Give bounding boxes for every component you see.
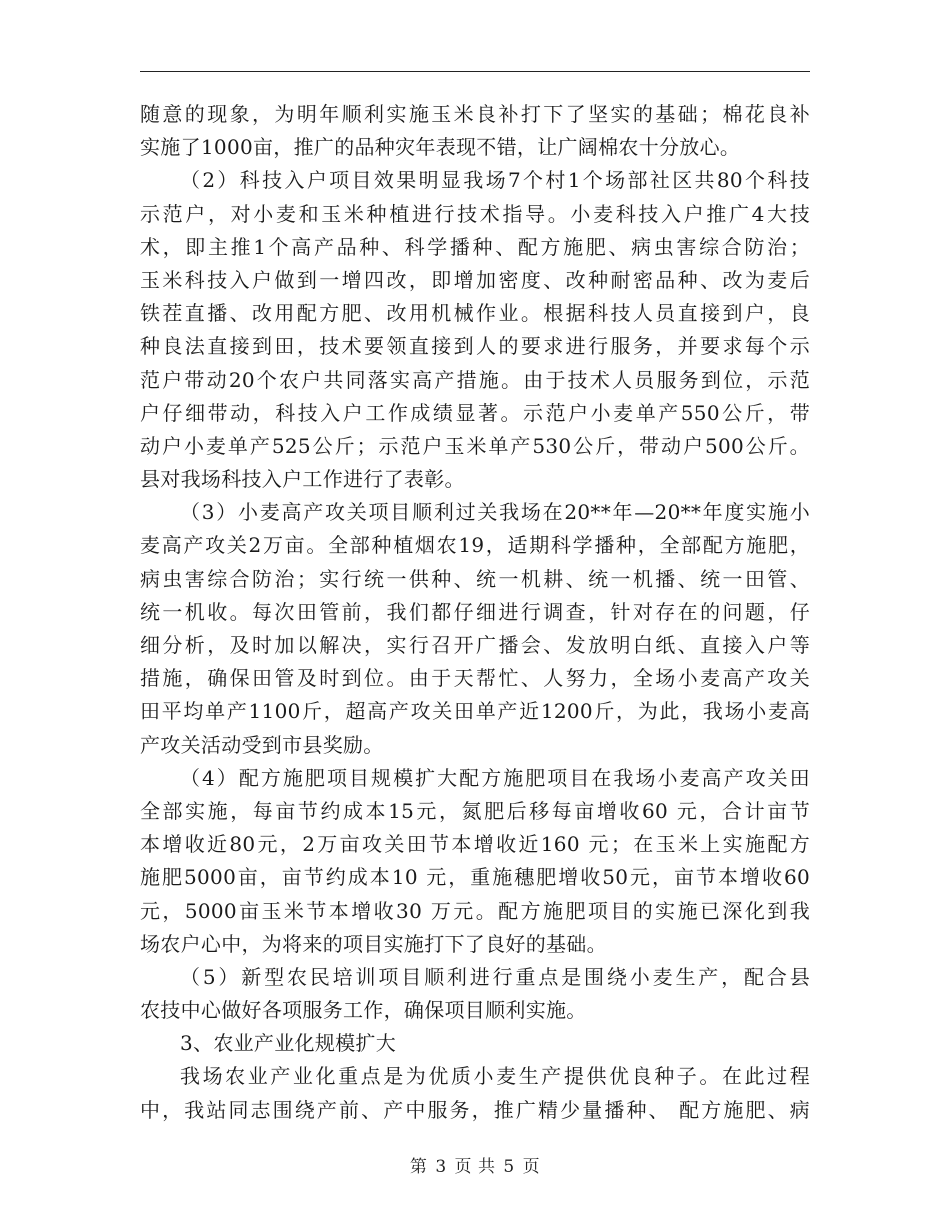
paragraph-start: （4）配方施肥项目规模扩大配方施肥项目在我场小麦高产攻关田 bbox=[180, 765, 810, 790]
text-line: 中，我站同志围绕产前、产中服务，推广精少量播种、 配方施肥、病 bbox=[140, 1097, 810, 1122]
footer-mid: 页 共 bbox=[454, 1157, 496, 1177]
text-line: 场农户心中，为将来的项目实施打下了良好的基础。 bbox=[140, 931, 607, 956]
text-line: 施肥5000亩，亩节约成本10 元，重施穗肥增收50元，亩节本增收60 bbox=[140, 865, 810, 890]
text-line: 县对我场科技入户工作进行了表彰。 bbox=[140, 467, 465, 492]
text-line: 范户带动20个农户共同落实高产措施。由于技术人员服务到位，示范 bbox=[140, 367, 810, 392]
text-line: 措施，确保田管及时到位。由于天帮忙、人努力，全场小麦高产攻关 bbox=[140, 666, 810, 691]
text-line: 产攻关活动受到市县奖励。 bbox=[140, 732, 384, 757]
text-line: 动户小麦单产525公斤；示范户玉米单产530公斤，带动户500公斤。 bbox=[140, 433, 810, 458]
text-line: 种良法直接到田，技术要领直接到人的要求进行服务，并要求每个示 bbox=[140, 334, 810, 359]
text-line: 本增收近80元，2万亩攻关田节本增收近160 元；在玉米上实施配方 bbox=[140, 832, 810, 857]
paragraph-start: （3）小麦高产攻关项目顺利过关我场在20**年—20**年度实施小 bbox=[180, 500, 810, 525]
text-line: 麦高产攻关2万亩。全部种植烟农19，适期科学播种，全部配方施肥， bbox=[140, 533, 810, 558]
footer-suffix: 页 bbox=[522, 1157, 541, 1177]
paragraph-start: （5）新型农民培训项目顺利进行重点是围绕小麦生产，配合县 bbox=[180, 964, 810, 989]
text-line: 元，5000亩玉米节本增收30 万元。配方施肥项目的实施已深化到我 bbox=[140, 898, 810, 923]
text-line: 随意的现象，为明年顺利实施玉米良补打下了坚实的基础；棉花良补 bbox=[140, 102, 810, 126]
document-body bbox=[140, 98, 810, 1127]
total-page-count: 5 bbox=[503, 1157, 515, 1177]
text-line: 细分析，及时加以解决，实行召开广播会、发放明白纸、直接入户等 bbox=[140, 633, 810, 657]
text-line: 病虫害综合防治；实行统一供种、统一机耕、统一机播、统一田管、 bbox=[140, 566, 810, 591]
text-line: 铁茬直播、改用配方肥、改用机械作业。根据科技人员直接到户，良 bbox=[140, 301, 810, 326]
paragraph-start: （2）科技入户项目效果明显我场7个村1个场部社区共80个科技 bbox=[180, 168, 810, 193]
text-line: 统一机收。每次田管前，我们都仔细进行调查，针对存在的问题，仔 bbox=[140, 599, 810, 624]
current-page-number: 3 bbox=[435, 1157, 447, 1177]
text-line: 全部实施，每亩节约成本15元，氮肥后移每亩增收60 元，合计亩节 bbox=[140, 798, 810, 823]
text-line: 示范户，对小麦和玉米种植进行技术指导。小麦科技入户推广4大技 bbox=[140, 201, 810, 226]
text-line: 农技中心做好各项服务工作，确保项目顺利实施。 bbox=[140, 998, 587, 1023]
text-line: 实施了1000亩，推广的品种灾年表现不错，让广阔棉农十分放心。 bbox=[140, 135, 741, 160]
text-line: 玉米科技入户做到一增四改，即增加密度、改种耐密品种、改为麦后 bbox=[140, 267, 810, 292]
page-footer bbox=[0, 1152, 950, 1177]
header-rule bbox=[140, 71, 810, 72]
text-line: 户仔细带动，科技入户工作成绩显著。示范户小麦单产550公斤，带 bbox=[140, 400, 810, 425]
text-line: 术，即主推1个高产品种、科学播种、配方施肥、病虫害综合防治； bbox=[140, 234, 810, 259]
footer-prefix: 第 bbox=[409, 1157, 428, 1177]
paragraph-start: 我场农业产业化重点是为优质小麦生产提供优良种子。在此过程 bbox=[180, 1064, 810, 1089]
text-line: 田平均单产1100斤，超高产攻关田单产近1200斤，为此，我场小麦高 bbox=[140, 699, 810, 724]
section-heading: 3、农业产业化规模扩大 bbox=[180, 1031, 397, 1056]
